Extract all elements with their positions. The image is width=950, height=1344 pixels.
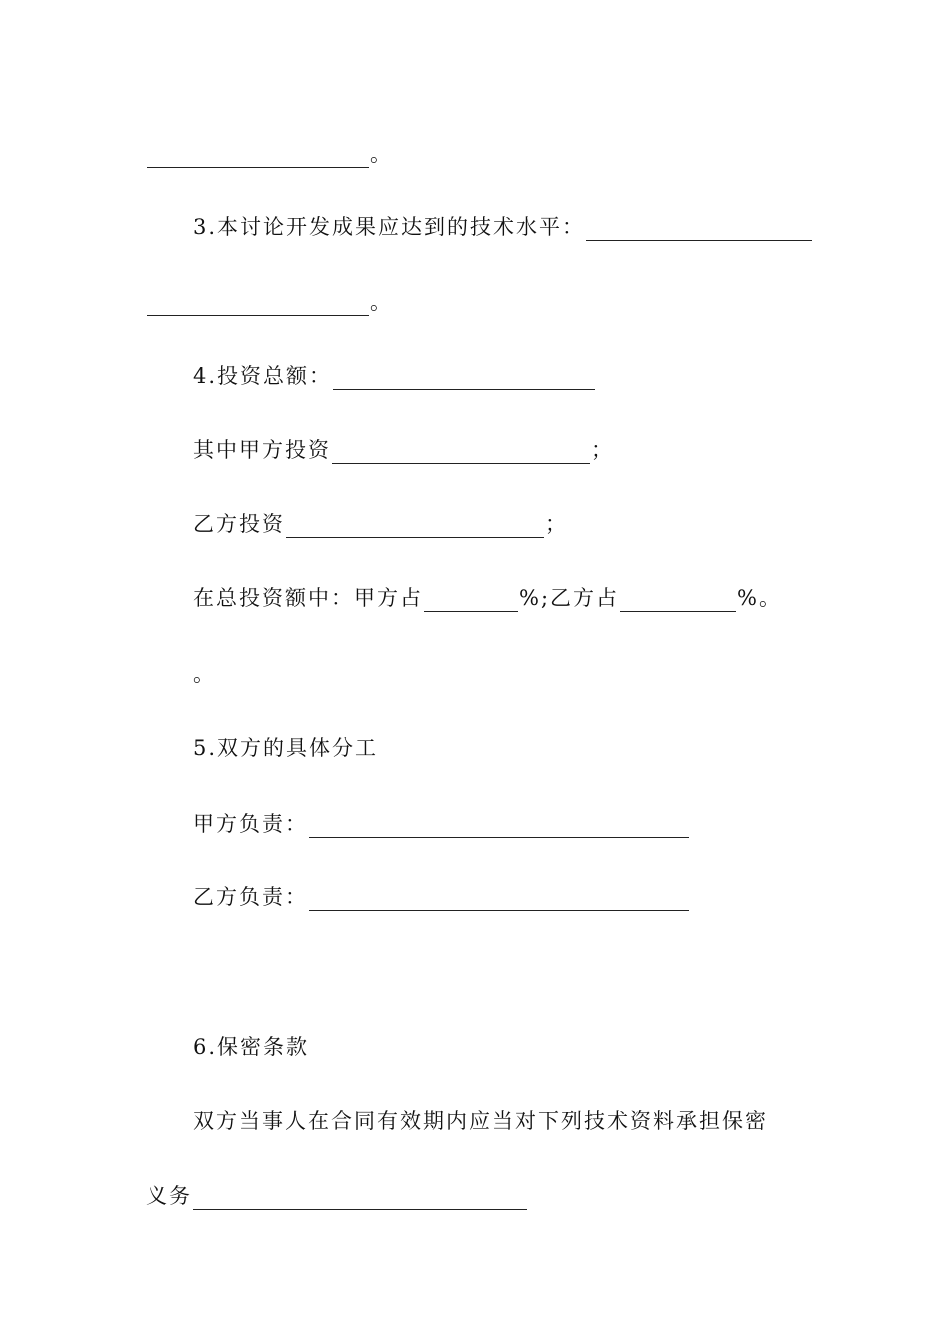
party-b-duty-label: 乙方负责： xyxy=(193,885,308,909)
party-b-duty-blank[interactable] xyxy=(309,890,689,911)
total-investment-line xyxy=(193,362,596,390)
party-a-investment-blank[interactable] xyxy=(332,443,590,464)
confidentiality-paragraph: 双方当事人在合同有效期内应当对下列技术资料承担保密 xyxy=(193,1109,768,1133)
tech-level-blank[interactable] xyxy=(586,220,812,241)
blank-field[interactable] xyxy=(147,147,369,168)
confidentiality-duty-line xyxy=(146,1182,528,1210)
stray-period-line: 。 xyxy=(193,662,216,686)
confidentiality-duty-blank[interactable] xyxy=(193,1189,527,1210)
party-a-duty-label: 甲方负责： xyxy=(193,812,308,836)
confidentiality-duty-label: 义务 xyxy=(146,1184,192,1208)
party-a-investment-label: 其中甲方投资 xyxy=(193,438,331,462)
party-a-ratio-blank[interactable] xyxy=(424,591,518,612)
blank-field[interactable] xyxy=(147,295,369,316)
total-investment-blank[interactable] xyxy=(333,369,595,390)
continuation-line-2: 。 xyxy=(146,288,393,316)
section-6-heading: 6.保密条款 xyxy=(193,1035,310,1059)
party-b-duty-line xyxy=(193,883,690,911)
total-investment-label: 4.投资总额： xyxy=(193,364,333,388)
investment-ratio-label: 在总投资额中：甲方占 xyxy=(193,586,423,610)
party-b-investment-line: 乙方投资 ； xyxy=(193,512,568,536)
party-b-ratio-blank[interactable] xyxy=(620,591,736,612)
continuation-line-1: 。 xyxy=(146,140,393,168)
party-a-investment-line: 其中甲方投资 ； xyxy=(193,438,614,462)
section-5-heading: 5.双方的具体分工 xyxy=(193,736,379,760)
tech-level-label: 3.本讨论开发成果应达到的技术水平： xyxy=(193,215,586,239)
investment-ratio-line: 在总投资额中：甲方占 %;乙方占 %。 xyxy=(193,586,782,610)
party-a-duty-line xyxy=(193,810,690,838)
party-b-investment-label: 乙方投资 xyxy=(193,512,285,536)
tech-level-line xyxy=(193,213,813,241)
party-b-investment-blank[interactable] xyxy=(286,517,544,538)
party-a-duty-blank[interactable] xyxy=(309,817,689,838)
